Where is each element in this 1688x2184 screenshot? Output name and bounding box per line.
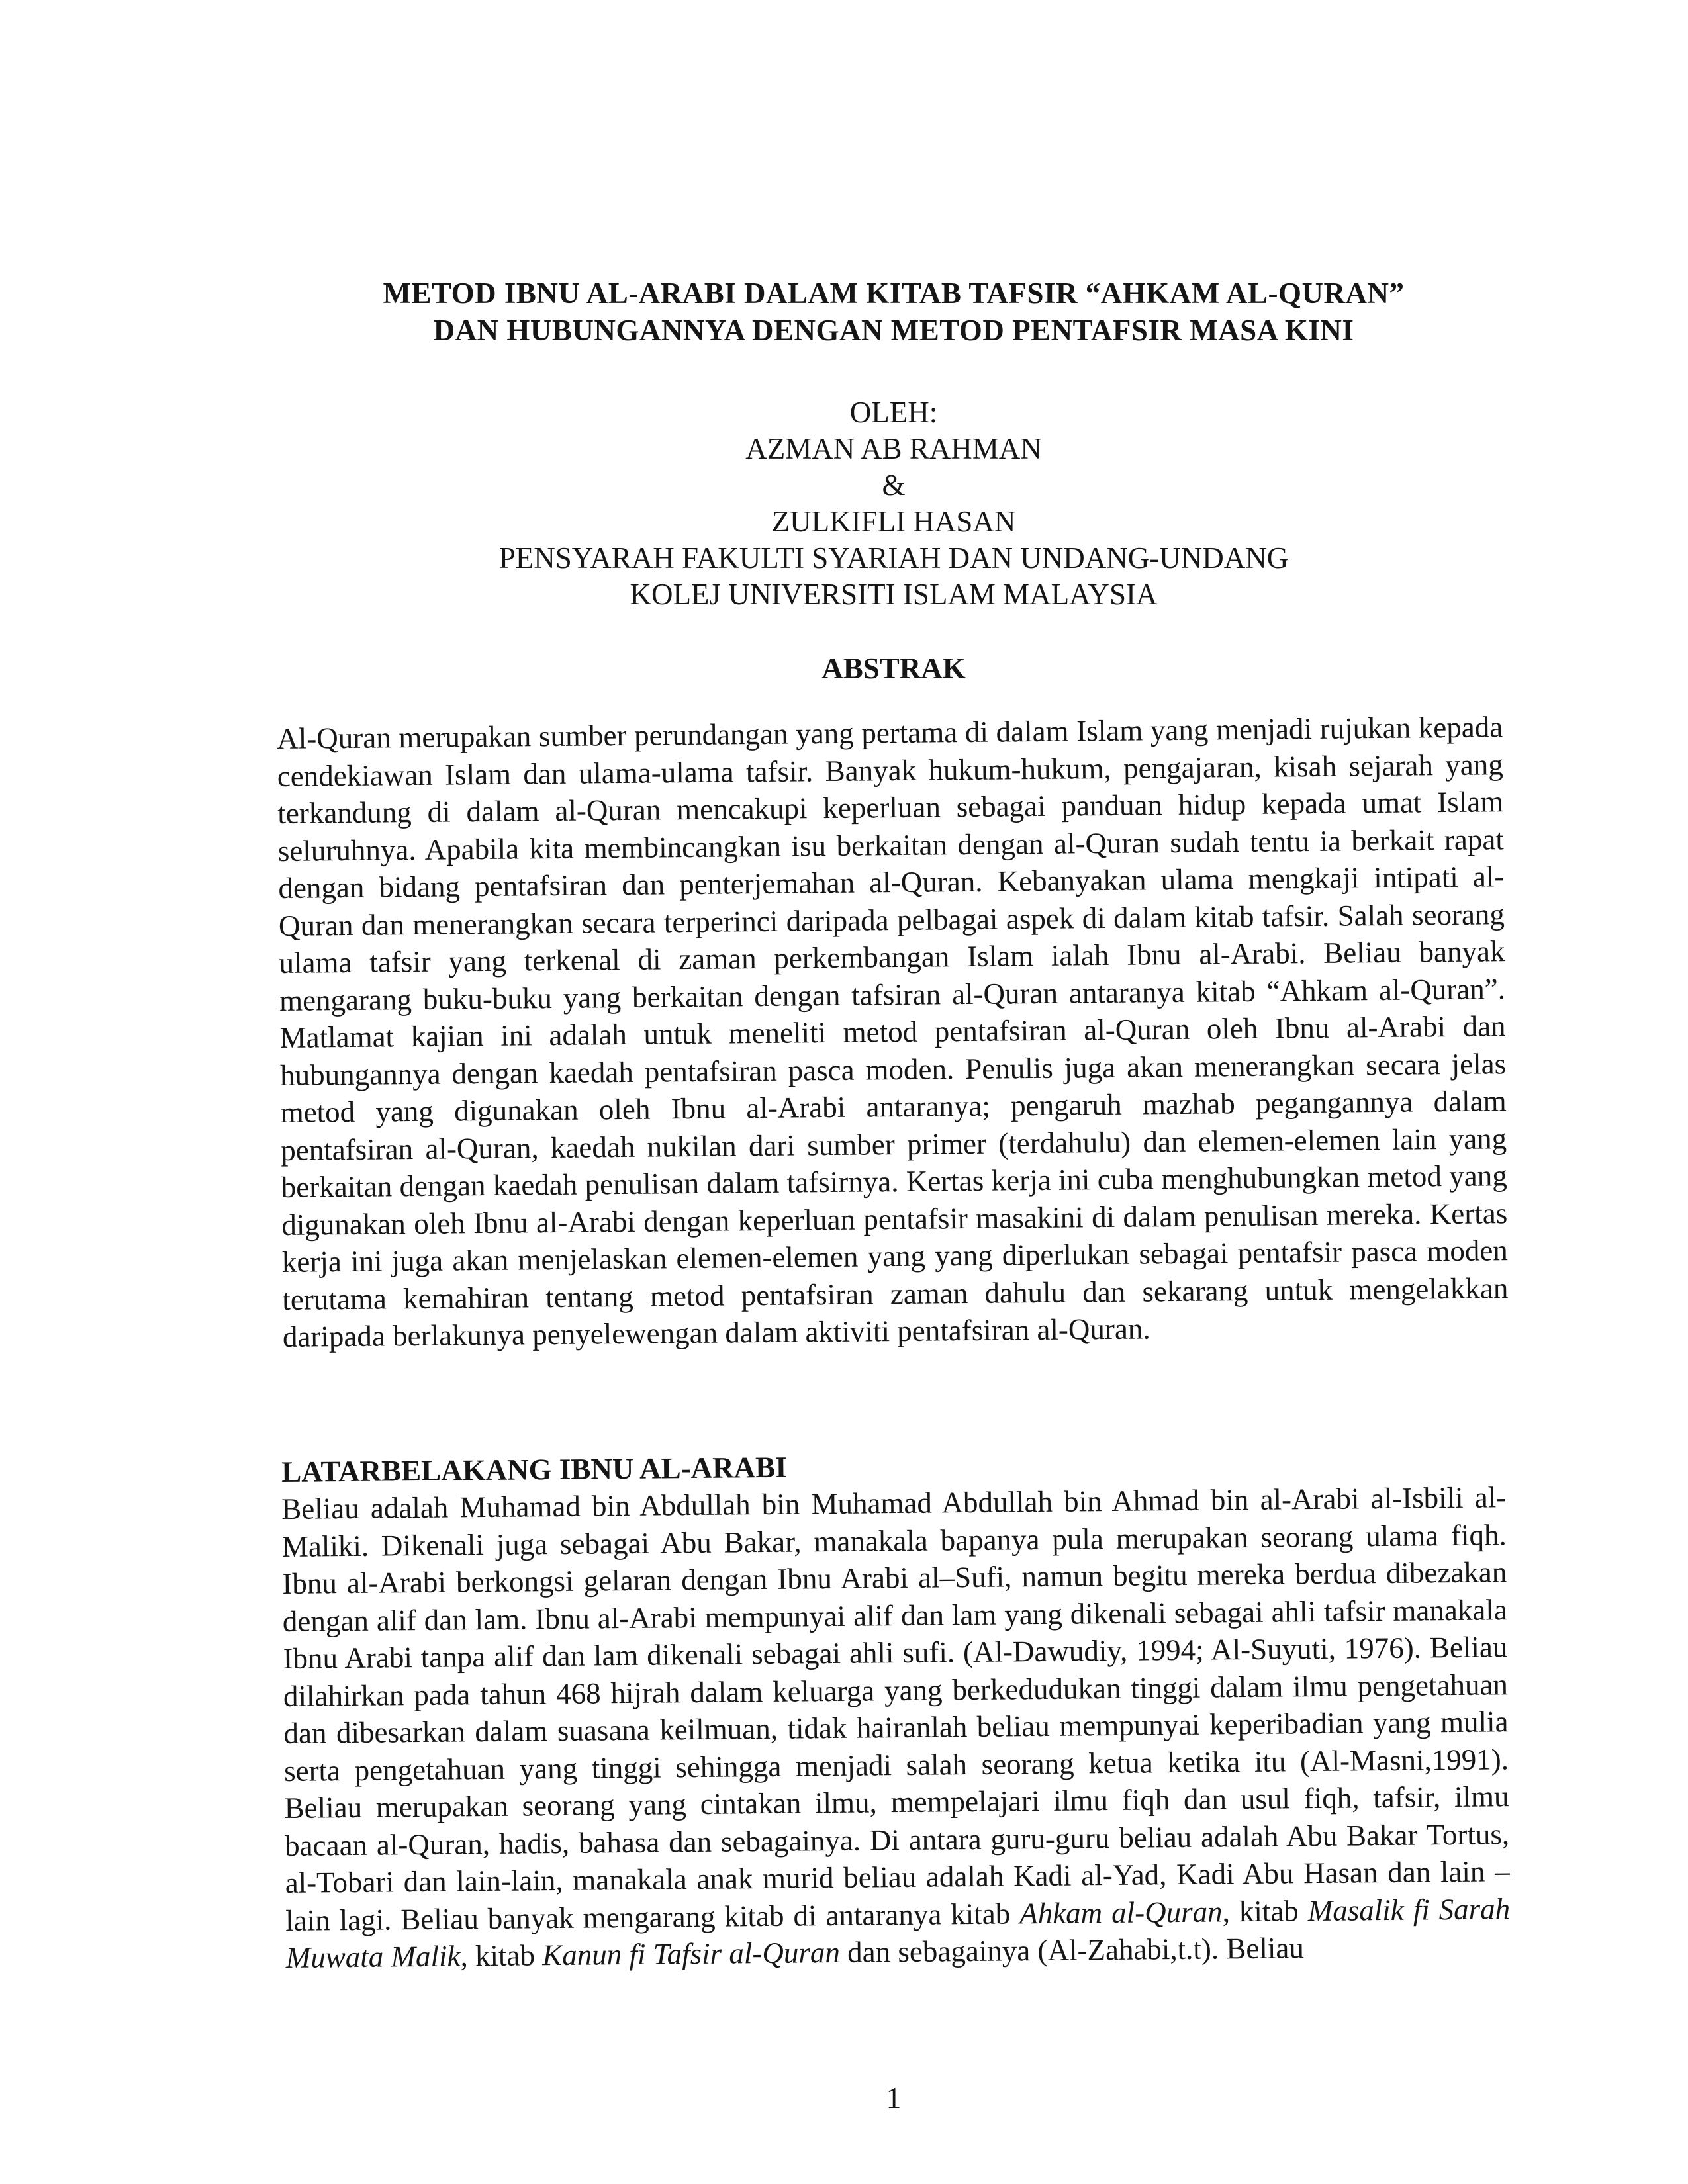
paragraph-text: kitab: [467, 1938, 543, 1973]
by-label: OLEH:: [849, 396, 938, 429]
book-title: Masalik fi Sarah Muwata Malik,: [285, 1891, 1511, 1974]
author-position: PENSYARAH FAKULTI SYARIAH DAN UNDANG-UNDANG: [498, 541, 1289, 574]
author-name: ZULKIFLI HASAN: [771, 505, 1016, 538]
book-title: Kanun fi Tafsir al-Quran: [541, 1935, 841, 1972]
paper-title-line-2: DAN HUBUNGANNYA DENGAN METOD PENTAFSIR MASA KINI: [433, 314, 1354, 347]
paragraph-text: dan sebagainya (Al-Zahabi,t.t). Beliau: [839, 1931, 1305, 1969]
author-institution: KOLEJ UNIVERSITI ISLAM MALAYSIA: [630, 578, 1158, 611]
paragraph-text: Beliau adalah Muhamad bin Abdullah bin Muhamad Abdullah bin Ahmad bin al-Arabi al-Isbili al-Maliki. Dikenali juga sebagai Abu Bakar, manakala bapanya pula merupakan seorang ulama fiqh. Ibnu al-Arabi berkongsi gelaran dengan Ibnu Arabi al–Sufi, namun begitu mereka berdua dibezakan dengan alif dan lam. Ibnu al-Arabi mempunyai alif dan lam yang dikenali sebagai ahli tafsir manakala Ibnu Arabi tanpa alif dan lam dikenali sebagai ahli sufi. (Al-Dawudiy, 1994; Al-Suyuti, 1976). Beliau dilahirkan pada tahun 468 hijrah dalam keluarga yang berkedudukan tinggi dalam ilmu pengetahuan dan dibesarkan dalam suasana keilmuan, tidak hairanlah beliau mempunyai keperibadian yang mulia serta pengetahuan yang tinggi sehingga menjadi salah seorang ketua ketika itu (Al-Masni,1991). Beliau merupakan seorang yang cintakan ilmu, mempelajari ilmu fiqh dan usul fiqh, tafsir, ilmu bacaan al-Quran, hadis, bahasa dan sebagainya. Di antara guru-guru beliau adalah Abu Bakar Tortus, al-Tobari dan lain-lain, manakala anak murid beliau adalah Kadi al-Yad, Kadi Abu Hasan dan lain – lain lagi. Beliau banyak mengarang kitab di antaranya kitab: [281, 1480, 1510, 1937]
section-heading: LATARBELAKANG IBNU AL-ARABI: [281, 1450, 787, 1488]
paper-title-line-1: METOD IBNU AL-ARABI DALAM KITAB TAFSIR “AHKAM AL-QURAN”: [383, 277, 1405, 310]
abstract-paragraph: Al-Quran merupakan sumber perundangan yang pertama di dalam Islam yang menjadi rujukan kepada cendekiawan Islam dan ulama-ulama tafsir. Banyak hukum-hukum, pengajaran, kisah sejarah yang terkandung di dalam al-Quran mencakupi keperluan sebagai panduan hidup kepada umat Islam seluruhnya. Apabila kita membincangkan isu berkaitan dengan al-Quran sudah tentu ia berkait rapat dengan bidang pentafsiran dan penterjemahan al-Quran. Kebanyakan ulama mengkaji intipati al-Quran dan menerangkan secara terperinci daripada pelbagai aspek di dalam kitab tafsir. Salah seorang ulama tafsir yang terkenal di zaman perkembangan Islam ialah Ibnu al-Arabi. Beliau banyak mengarang buku-buku yang berkaitan dengan tafsiran al-Quran antaranya kitab “Ahkam al-Quran”. Matlamat kajian ini adalah untuk meneliti metod pentafsiran al-Quran oleh Ibnu al-Arabi dan hubungannya dengan kaedah pentafsiran pasca moden. Penulis juga akan menerangkan secara jelas metod yang digunakan oleh Ibnu al-Arabi antaranya; pengaruh mazhab pegangannya dalam pentafsiran al-Quran, kaedah nukilan dari sumber primer (terdahulu) dan elemen-elemen lain yang berkaitan dengan kaedah penulisan dalam tafsirnya. Kertas kerja ini cuba menghubungkan metod yang digunakan oleh Ibnu al-Arabi dengan keperluan pentafsir masakini di dalam penulisan mereka. Kertas kerja ini juga akan menjelaskan elemen-elemen yang yang diperlukan sebagai pentafsir pasca moden terutama kemahiran tentang metod pentafsiran zaman dahulu dan sekarang untuk mengelakkan daripada berlakunya penyelewengan dalam aktiviti pentafsiran al-Quran.: [277, 710, 1509, 1353]
author-name: AZMAN AB RAHMAN: [745, 432, 1042, 465]
author-block: [265, 394, 1523, 613]
book-title: Ahkam al-Quran: [1019, 1894, 1223, 1930]
paragraph-text: , kitab: [1222, 1893, 1308, 1928]
paper-title: [265, 275, 1523, 349]
page-number: 1: [886, 2081, 902, 2115]
ampersand: &: [882, 469, 906, 502]
section-paragraph: [281, 1479, 1511, 1976]
abstract-heading: ABSTRAK: [821, 652, 966, 685]
